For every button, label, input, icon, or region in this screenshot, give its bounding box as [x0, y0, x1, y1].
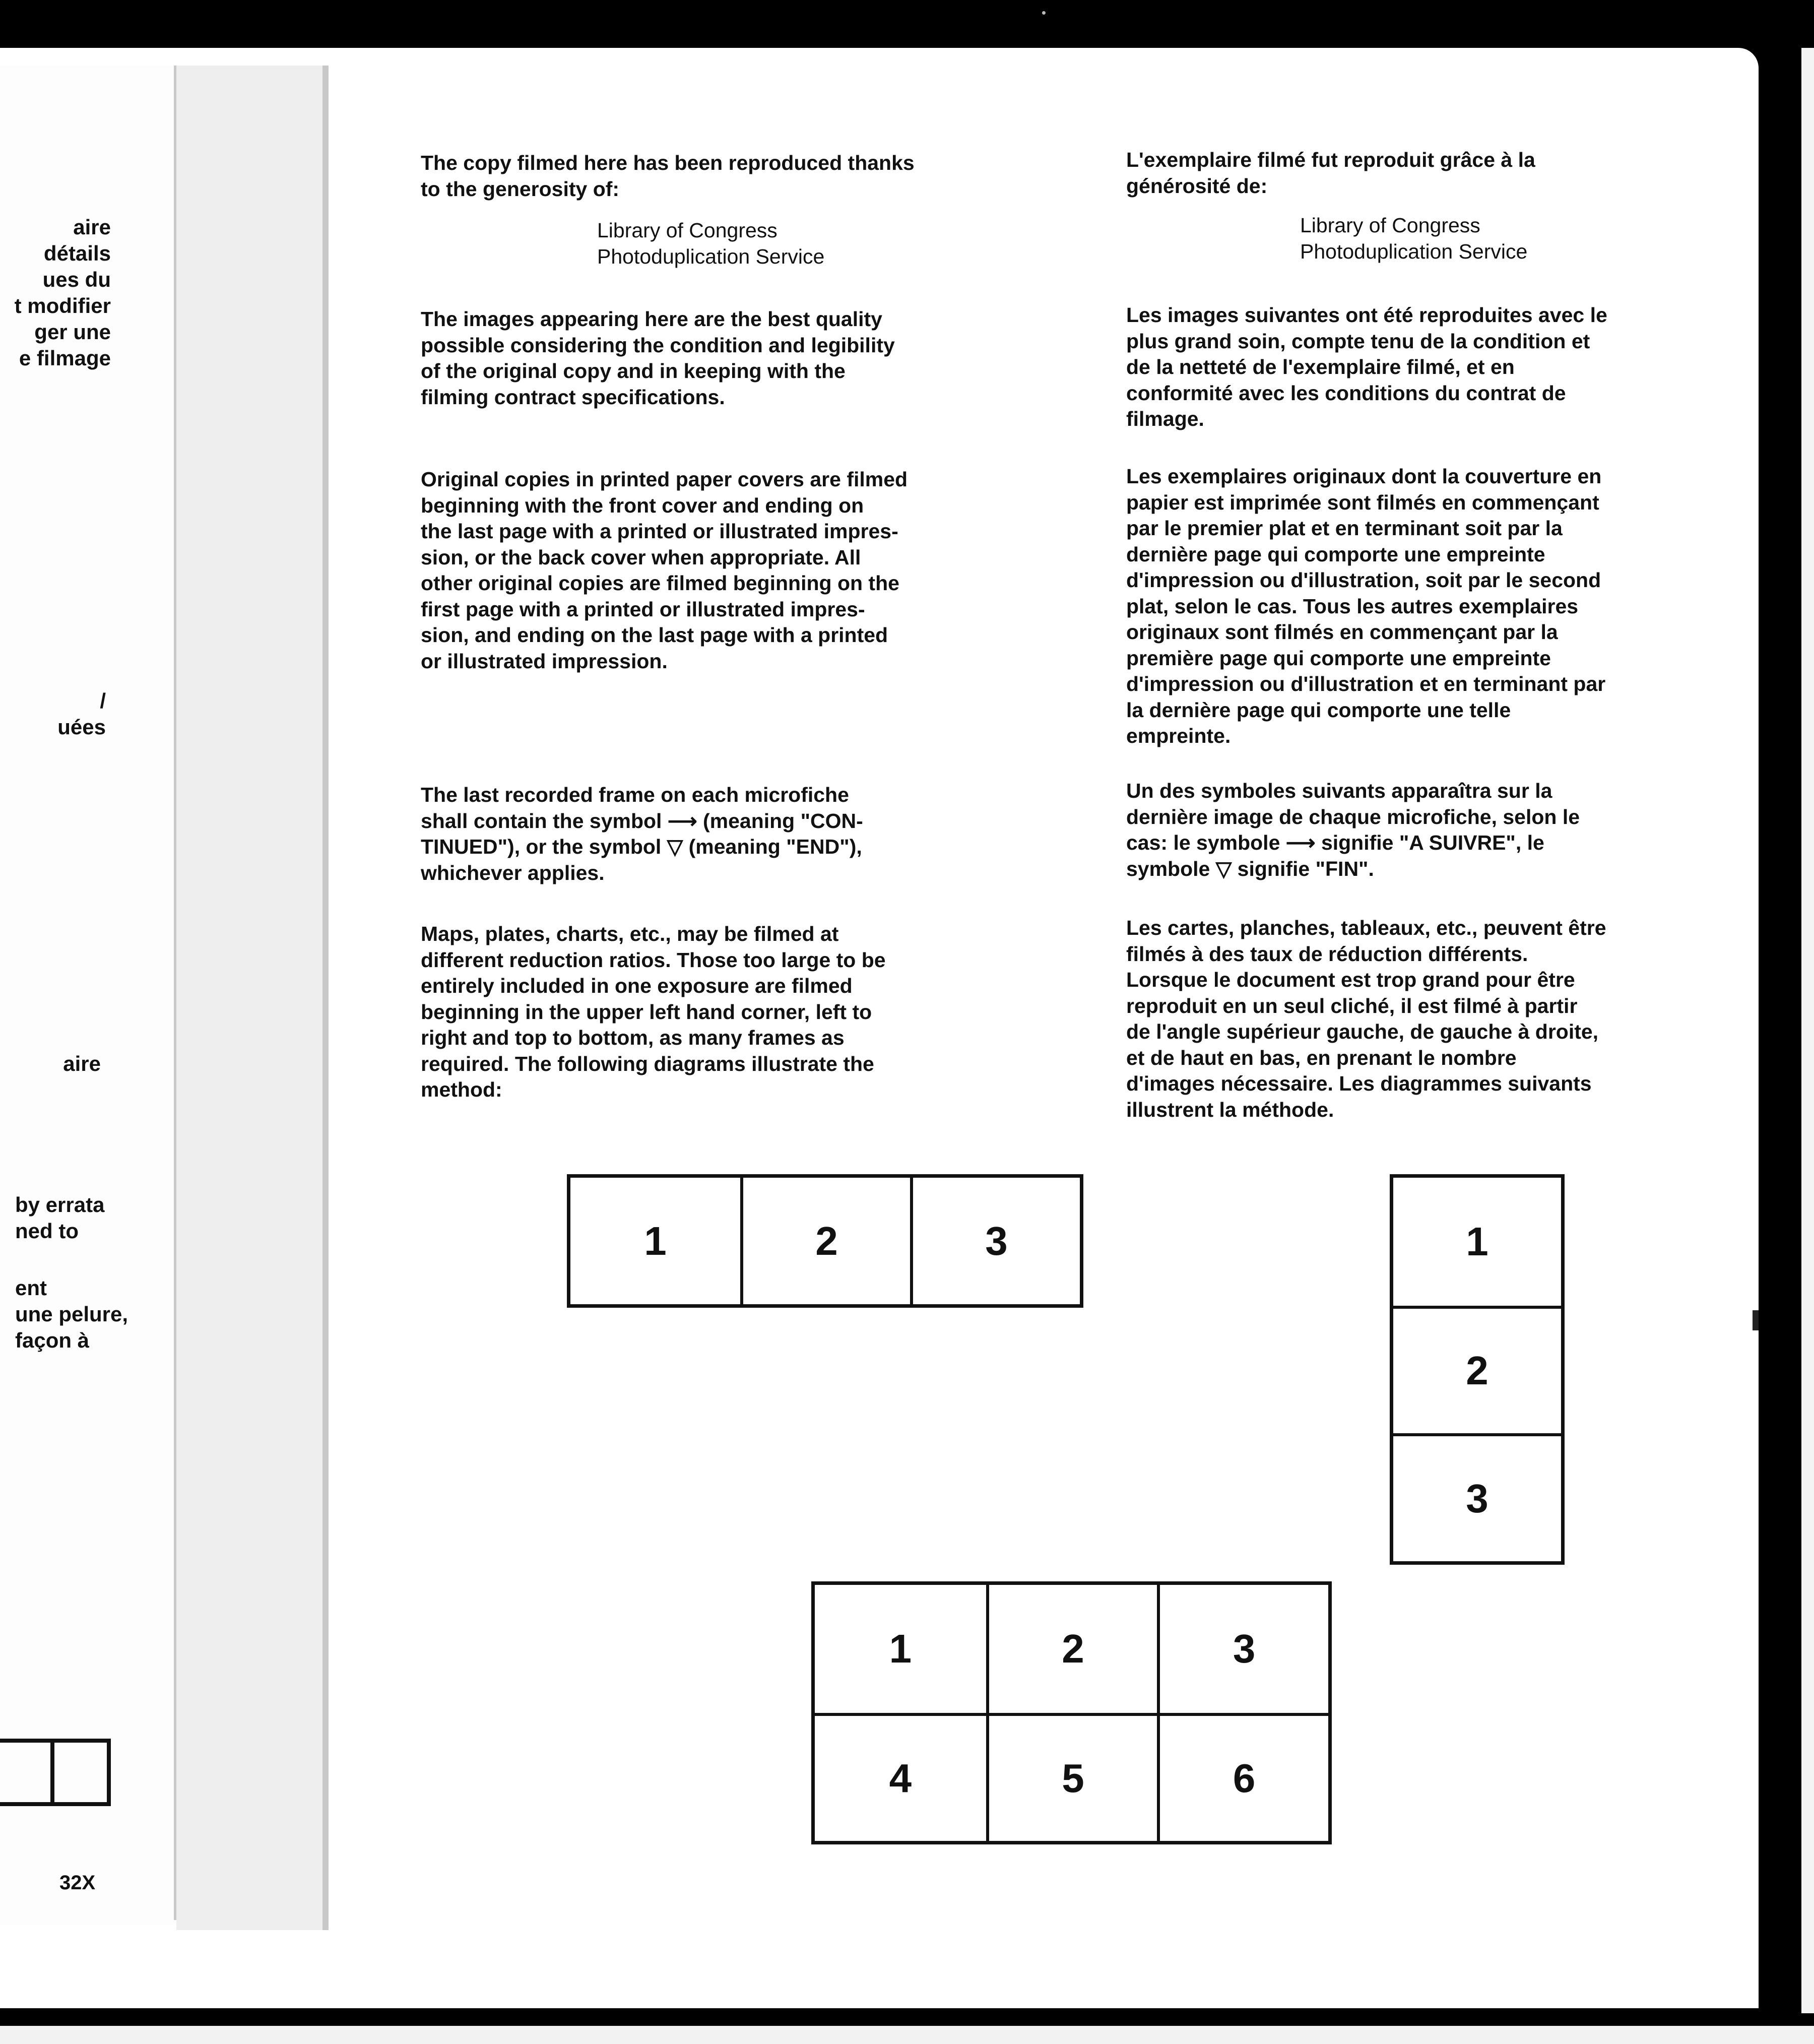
previous-page-fragment: / uées [57, 689, 106, 739]
frame-cell: 6 [1157, 1713, 1328, 1841]
frame-cell: 3 [1393, 1433, 1561, 1561]
previous-page-fragment: aire détails ues du t modifier ger une e filmage [14, 215, 111, 370]
frame-cell: 3 [910, 1178, 1080, 1304]
reduction-label: 32X [59, 1872, 96, 1894]
diagram-vertical [1390, 1174, 1565, 1565]
previous-page-fragment: aire [63, 1052, 101, 1075]
frame-cell: 2 [740, 1178, 910, 1304]
edge-mark [1753, 1310, 1759, 1330]
covers-paragraph: Original copies in printed paper covers are filmed beginning with the front cover and ending on the last page with a printed or illustrated impres- sion, or the back cover when appropriate. All other original copies are filmed beginning on the first page with a printed or illustrated impres- sion, and ending on the last page with a printed or illustrated impression. [421, 468, 908, 673]
library-name: Library of Congress Photoduplication Service [597, 219, 825, 268]
frame-cell: 3 [1157, 1585, 1328, 1713]
frame-cell: 4 [815, 1713, 986, 1841]
symbols-paragraph: The last recorded frame on each microfiche shall contain the symbol ⟶ (meaning "CON- TINUED"), or the symbol ▽ (meaning "END"), whichever applies. [421, 783, 863, 884]
reduction-box [0, 1739, 111, 1806]
bottom-film-band [0, 2026, 1814, 2044]
frame-cell: 1 [644, 1218, 667, 1263]
previous-page-fragment: by errata ned to [15, 1193, 105, 1243]
frame-cell: 1 [889, 1626, 912, 1671]
page-gutter [176, 66, 328, 1930]
covers-paragraph: Les exemplaires originaux dont la couverture en papier est imprimée sont filmés en commençant par le premier plat et en terminant soit par la dernière page qui comporte une empreinte d'impression ou d'illustration, soit par le second plat, selon le cas. Tous les autres exemplaires originaux sont filmés en commençant par la première page qui comporte une empreinte d'impression ou d'illustration et en terminant par la dernière page qui comporte une telle empreinte. [1126, 465, 1606, 747]
diagram-grid [811, 1581, 1332, 1844]
quality-paragraph: The images appearing here are the best quality possible considering the condition and legibility of the original copy and in keeping with the filming contract specifications. [421, 307, 895, 409]
maps-paragraph: Les cartes, planches, tableaux, etc., peuvent être filmés à des taux de réduction différents. Lorsque le document est trop grand pour être reproduit en un seul cliché, il est filmé à partir de l'angle supérieur gauche, de gauche à droite, et de haut en bas, en prenant le nombre d'images nécessaire. Les diagrammes suivants illustrent la méthode. [1126, 916, 1606, 1121]
frame-cell: 5 [986, 1713, 1157, 1841]
frame-cell: 2 [1393, 1306, 1561, 1434]
library-name: Library of Congress Photoduplication Service [1300, 214, 1528, 263]
next-frame-edge [1801, 48, 1814, 2013]
previous-page [0, 66, 176, 1925]
quality-paragraph: Les images suivantes ont été reproduites avec le plus grand soin, compte tenu de la condition et de la netteté de l'exemplaire filmé, et en conformité avec les conditions du contrat de filmage. [1126, 303, 1607, 430]
diagram-horizontal [567, 1174, 1083, 1308]
intro-paragraph: L'exemplaire filmé fut reproduit grâce à la générosité de: [1126, 148, 1535, 198]
frame-cell: 1 [1466, 1219, 1488, 1264]
maps-paragraph: Maps, plates, charts, etc., may be filmed at different reduction ratios. Those too large to be entirely included in one exposure are filmed beginning in the upper left hand corner, left to right and top to bottom, as many frames as required. The following diagrams illustrate the method: [421, 922, 886, 1101]
reduction-box-divider [50, 1739, 54, 1806]
symbols-paragraph: Un des symboles suivants apparaîtra sur la dernière image de chaque microfiche, selon le cas: le symbole ⟶ signifie "A SUIVRE", le symbole ▽ signifie "FIN". [1126, 779, 1580, 880]
previous-page-fragment: ent une pelure, façon à [15, 1276, 128, 1352]
gutter-shadow [322, 66, 329, 1930]
dust-speck [1042, 11, 1046, 15]
frame-cell: 2 [986, 1585, 1157, 1713]
intro-paragraph: The copy filmed here has been reproduced thanks to the generosity of: [421, 151, 915, 201]
